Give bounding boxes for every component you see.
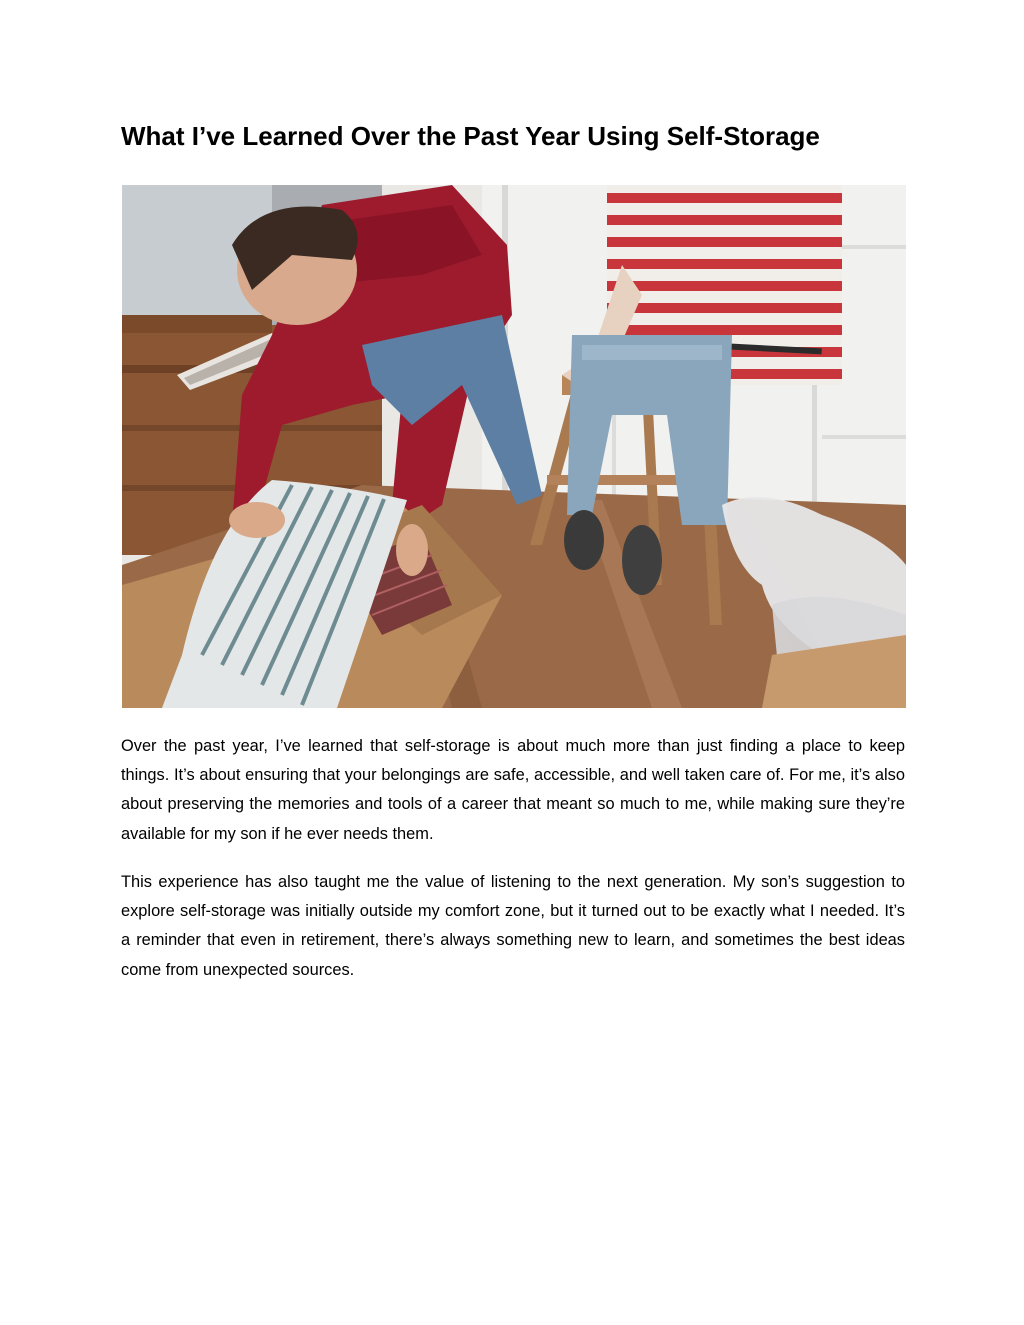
grey-sock-left	[564, 510, 604, 570]
man-right-hand	[396, 524, 428, 576]
paragraph-1: Over the past year, I’ve learned that self-storage is about much more than just finding a place to keep things. It’s about ensuring that your belongings are safe, accessible, and well taken care of. For me, it’s also about preserving the memories and tools of a career that meant so much to me, while making sure they’re available for my son if he ever needs them.	[121, 737, 905, 843]
page-title: What I’ve Learned Over the Past Year Using Self-Storage	[121, 121, 820, 151]
man-left-hand	[229, 502, 285, 538]
article-photo	[122, 185, 906, 708]
packing-scene-illustration	[122, 185, 906, 708]
grey-sock-right	[622, 525, 662, 595]
paragraph-2: This experience has also taught me the value of listening to the next generation. My son’s suggestion to explore self-storage was initially outside my comfort zone, but it turned out to be exactly what I needed. It’s a reminder that even in retirement, there’s always something new to learn, and sometimes the best ideas come from unexpected sources.	[121, 873, 905, 979]
